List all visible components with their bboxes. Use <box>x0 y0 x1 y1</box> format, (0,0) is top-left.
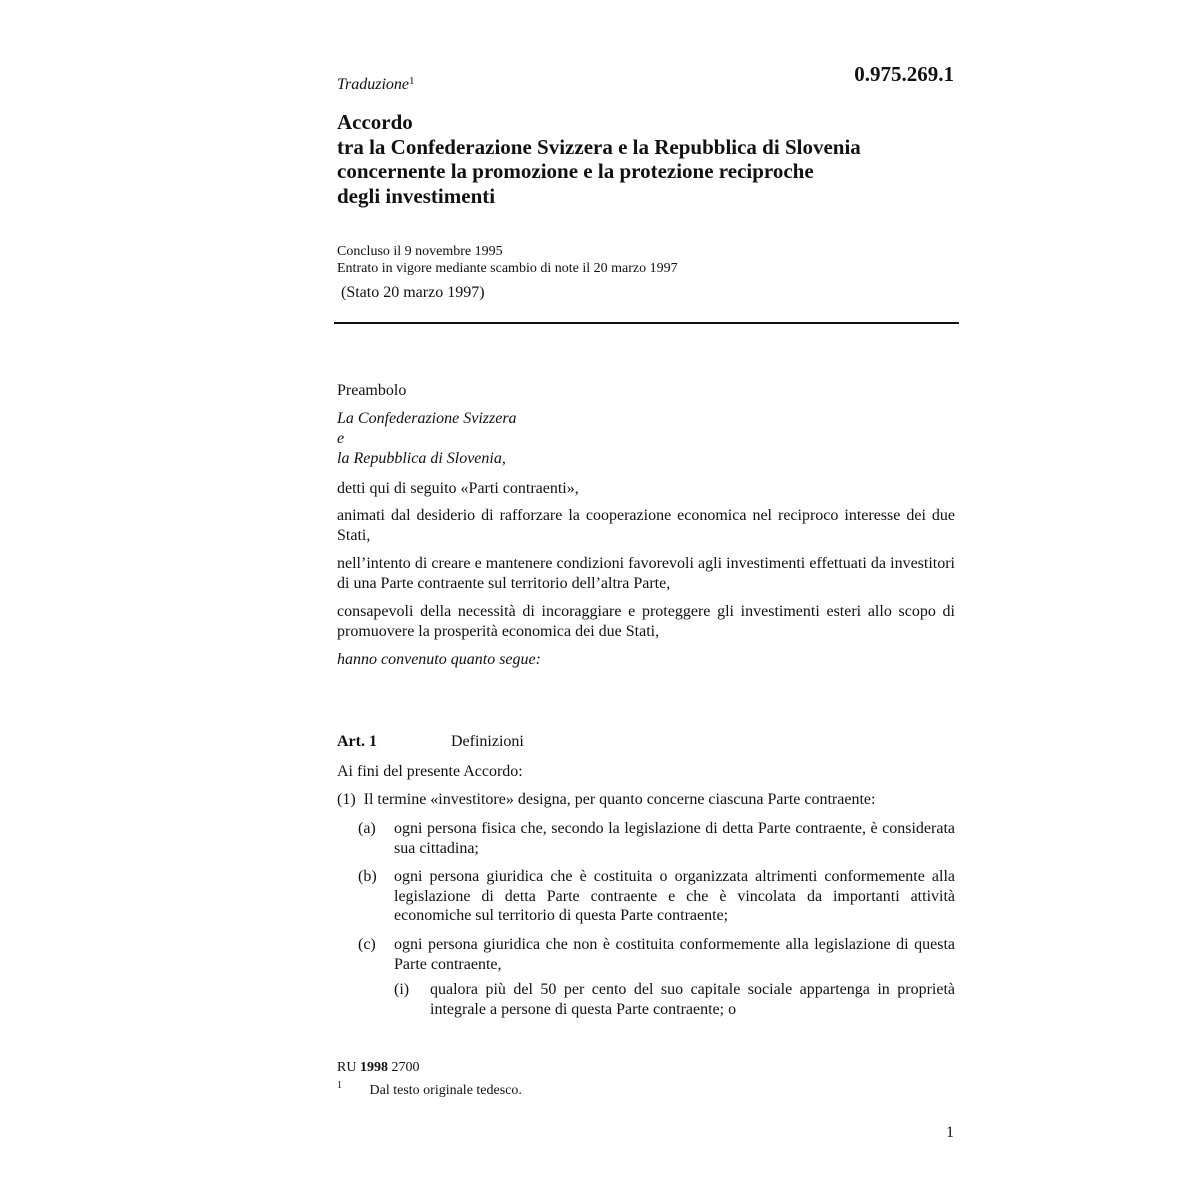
preamble-heading: Preambolo <box>337 382 407 399</box>
paragraph-label: (1) <box>337 791 356 808</box>
article-heading <box>337 733 524 751</box>
article-paragraph-1 <box>337 790 955 810</box>
article-intro: Ai fini del presente Accordo: <box>337 763 523 780</box>
preamble-text: consapevoli della necessità di incoraggiare e proteggere gli investimenti esteri allo scopo di promuovere la prosperità economica dei due Stati, <box>337 603 955 640</box>
preamble-paragraph <box>337 554 955 593</box>
preamble-text: detti qui di seguito «Parti contraenti», <box>337 480 579 497</box>
item-label-i: (i) <box>394 981 410 998</box>
translation-text: Traduzione <box>337 76 410 93</box>
page-number: 1 <box>946 1124 954 1141</box>
ru-prefix: RU <box>337 1060 357 1075</box>
title-divider <box>334 322 959 324</box>
footnote-reference: 1 <box>409 75 415 87</box>
concluded-date: Concluso il 9 novembre 1995 <box>337 244 503 259</box>
sr-number: 0.975.269.1 <box>854 62 954 86</box>
preamble-party-1: La Confederazione Svizzera <box>337 410 517 427</box>
document-metadata <box>337 243 678 277</box>
article-title: Definizioni <box>451 733 524 750</box>
footnote-text: Dal testo originale tedesco. <box>369 1082 522 1098</box>
title-line: concernente la promozione e la protezione reciproche <box>337 159 814 183</box>
ru-page: 2700 <box>391 1060 420 1075</box>
title-line: tra la Confederazione Svizzera e la Repubblica di Slovenia <box>337 134 861 159</box>
item-label-c: (c) <box>358 936 376 953</box>
title-line: degli investimenti <box>337 183 496 208</box>
preamble-text: animati dal desiderio di rafforzare la cooperazione economica nel reciproco interesse dei due Stati, <box>337 507 955 544</box>
translation-label <box>337 75 415 94</box>
in-force-date: Entrato in vigore mediante scambio di note il 20 marzo 1997 <box>337 261 678 276</box>
ru-year: 1998 <box>359 1060 388 1075</box>
paragraph-text: Il termine «investitore» designa, per quanto concerne ciascuna Parte contraente: <box>363 791 876 808</box>
item-label-a: (a) <box>358 820 376 837</box>
preamble-closing: hanno convenuto quanto segue: <box>337 651 541 668</box>
status-date: (Stato 20 marzo 1997) <box>341 284 485 301</box>
item-text-b: ogni persona giuridica che è costituita o organizzata altrimenti conformemente alla legislazione di detta Parte contraente e che è vincolata da importanti attività economiche sul territorio di questa Parte contraente; <box>394 868 955 924</box>
preamble-conjunction: e <box>337 430 345 447</box>
preamble-paragraph <box>337 602 955 641</box>
preamble-party-2: la Repubblica di Slovenia, <box>337 450 506 467</box>
title-line: Accordo <box>337 110 413 134</box>
item-text-a: ogni persona fisica che, secondo la legislazione di detta Parte contraente, è considerata sua cittadina; <box>394 820 955 857</box>
preamble-paragraph <box>337 506 955 545</box>
footnote <box>337 1080 522 1099</box>
item-text-c: ogni persona giuridica che non è costituita conformemente alla legislazione di questa Parte contraente, <box>394 936 955 973</box>
official-compilation-ref <box>337 1060 419 1076</box>
article-number: Art. 1 <box>337 733 377 750</box>
footnote-number: 1 <box>337 1080 342 1091</box>
document-title <box>337 110 977 208</box>
item-label-b: (b) <box>358 868 377 885</box>
item-text-i: qualora più del 50 per cento del suo capitale sociale appartenga in proprietà integrale a persone di questa Parte contraente; o <box>430 981 955 1018</box>
preamble-paragraph <box>337 479 955 499</box>
preamble-text: nell’intento di creare e mantenere condizioni favorevoli agli investimenti effettuati da investitori di una Parte contraente sul territorio dell’altra Parte, <box>337 555 955 592</box>
